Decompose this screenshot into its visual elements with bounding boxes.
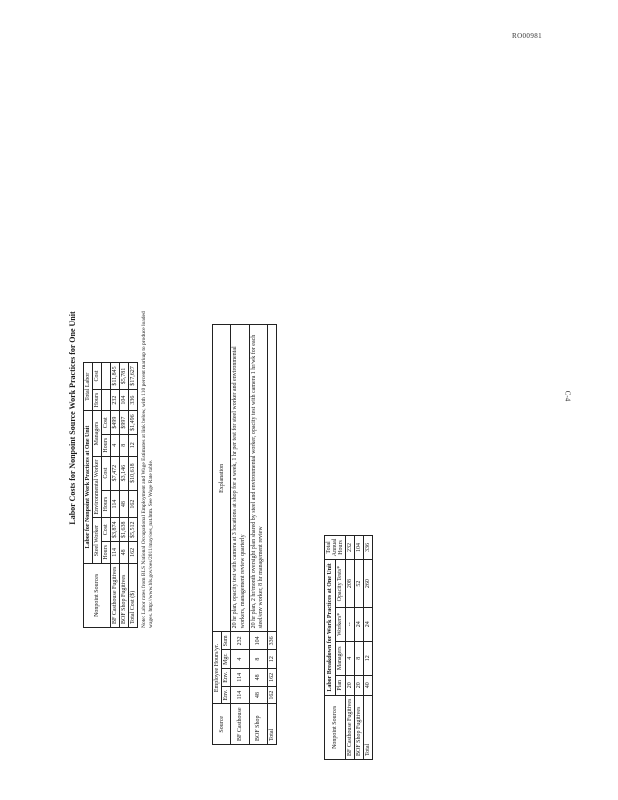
hours-header: Hours [102,541,111,563]
row-label: Total [268,704,277,745]
hours-header: Hours [102,490,111,518]
col-source-header: Source [213,704,231,745]
labor-breakdown-table [324,535,373,760]
plan-header: Plan [335,675,346,695]
cell: $1,496 [129,411,138,435]
cell: $10,618 [129,456,138,490]
cell: 24 [355,607,364,641]
steel-worker-header: Steel Worker [93,518,102,563]
note-line: wages. http://www.bls.gov/oes/2011/may/oes_nat.htm. See Wage Rate table. [148,459,155,628]
cell: 114 [111,541,120,563]
note-line: Note: Labor rates from BLS National Occupational Employment and Wage Estimates at link below, with 110 percent markup to produce loaded [141,311,147,628]
managers-header: Managers [93,411,102,456]
cell: 48 [249,686,268,704]
hours-header: Hours [102,434,111,456]
cost-header: Cost [102,518,111,542]
row-label: Total [364,695,373,759]
table-row [249,325,268,745]
labor-breakdown-section [324,540,404,760]
cell: 162 [268,668,277,686]
cell: 260 [364,560,373,608]
cell: 162 [268,686,277,704]
cell: 114 [231,686,250,704]
blank-cell [102,389,111,411]
table-row [355,535,364,759]
cell: $499 [111,411,120,435]
cell: $17,627 [129,363,138,390]
cell: 104 [120,389,129,411]
cell: 40 [364,675,373,695]
table1-note [141,208,156,628]
cell: 104 [249,632,268,650]
cell: 232 [111,389,120,411]
sub-header: Env. [222,686,231,704]
group-header: Labor for Nonpoint Work Practices at One Unit [84,411,93,563]
cell: $5,512 [129,518,138,542]
table-row [120,363,129,628]
cell: -- [346,607,355,641]
col-source-header: Nonpoint Sources [84,563,111,627]
cell: 8 [249,650,268,669]
cell: 20 [346,675,355,695]
cell: $3,874 [111,518,120,542]
cell: $997 [120,411,129,435]
cell: 48 [120,541,129,563]
cost-header: Cost [93,363,102,390]
env-worker-header: Environmental Worker [93,456,102,518]
row-label: BF Casthouse [231,704,250,745]
cell: 4 [346,641,355,675]
cell: $1,638 [120,518,129,542]
cell: $3,146 [120,456,129,490]
cell: 232 [346,535,355,560]
cell: $5,781 [120,363,129,390]
labor-costs-section [68,208,178,628]
document-id: RO00981 [512,32,543,40]
cell: 336 [268,632,277,650]
explanation-header: Explanation [213,325,231,632]
cell: $7,472 [111,456,120,490]
cell: 52 [355,560,364,608]
total-labor-header: Total Labor [84,363,93,411]
cell: 8 [120,434,129,456]
cell: 24 [364,607,373,641]
cell: 162 [129,490,138,518]
table1-title: Labor Costs for Nonpoint Source Work Practices for One Unit [68,311,77,525]
opacity-header: Opacity Tests* [335,560,346,608]
table-row [111,363,120,628]
explanation-cell: 20 hr plan, opacity test with camera at 3 locations at shop for a week, 1 hr per test for steel worker and environmental workers, management review quarterly [231,325,250,632]
workers-header: Workers* [335,607,346,641]
cell: 114 [231,668,250,686]
table-row [364,535,373,759]
table-row [129,363,138,628]
cell: 20 [355,675,364,695]
blank-cell [102,363,111,390]
row-label: BOF Shop [249,704,268,745]
total-hours-header: Total Annual Hours [325,535,346,560]
col-source-header: Nonpoint Sources [325,695,346,759]
row-label: Total Cost ($) [129,563,138,627]
cell: 12 [129,434,138,456]
explanation-cell: 20 hr plan, 2 hr/month oversight plan shared by steel and environmental worker, opacity test with camera 1 hr/wk for each steel/env worker, 8 hr management review [249,325,268,632]
page-number: C-4 [563,390,572,402]
sub-header: Mgr. [222,650,231,669]
table3-title: Labor Breakdown for Work Practices at One Unit [325,560,336,695]
row-label: BOF Shop Fugitives [120,563,129,627]
managers-header: Managers [335,641,346,675]
table-row [231,325,250,745]
cell: 48 [120,490,129,518]
group-header: Employee Hours/yr. [213,632,222,704]
hours-header: Hours [93,389,102,411]
cell: 336 [129,389,138,411]
row-label: BF Casthouse Fugitives [346,695,355,759]
cell: 4 [231,650,250,669]
cell: 48 [249,668,268,686]
cell: 104 [355,535,364,560]
cell: 8 [355,641,364,675]
cell: $11,845 [111,363,120,390]
cell: 232 [231,632,250,650]
row-label: BOF Shop Fugitives [355,695,364,759]
cell: 12 [268,650,277,669]
labor-costs-table [83,362,138,628]
row-label: BF Casthouse Fugitives [111,563,120,627]
sub-header: Sum [222,632,231,650]
cost-header: Cost [102,411,111,435]
explanation-cell [268,325,277,632]
cell: 336 [364,535,373,560]
cell: 12 [364,641,373,675]
cost-header: Cost [102,456,111,490]
sub-header: Env. [222,668,231,686]
employee-hours-table [212,324,277,745]
cell: 208 [346,560,355,608]
table-row [346,535,355,759]
cell: 4 [111,434,120,456]
cell: 114 [111,490,120,518]
table-row [268,325,277,745]
cell: 162 [129,541,138,563]
